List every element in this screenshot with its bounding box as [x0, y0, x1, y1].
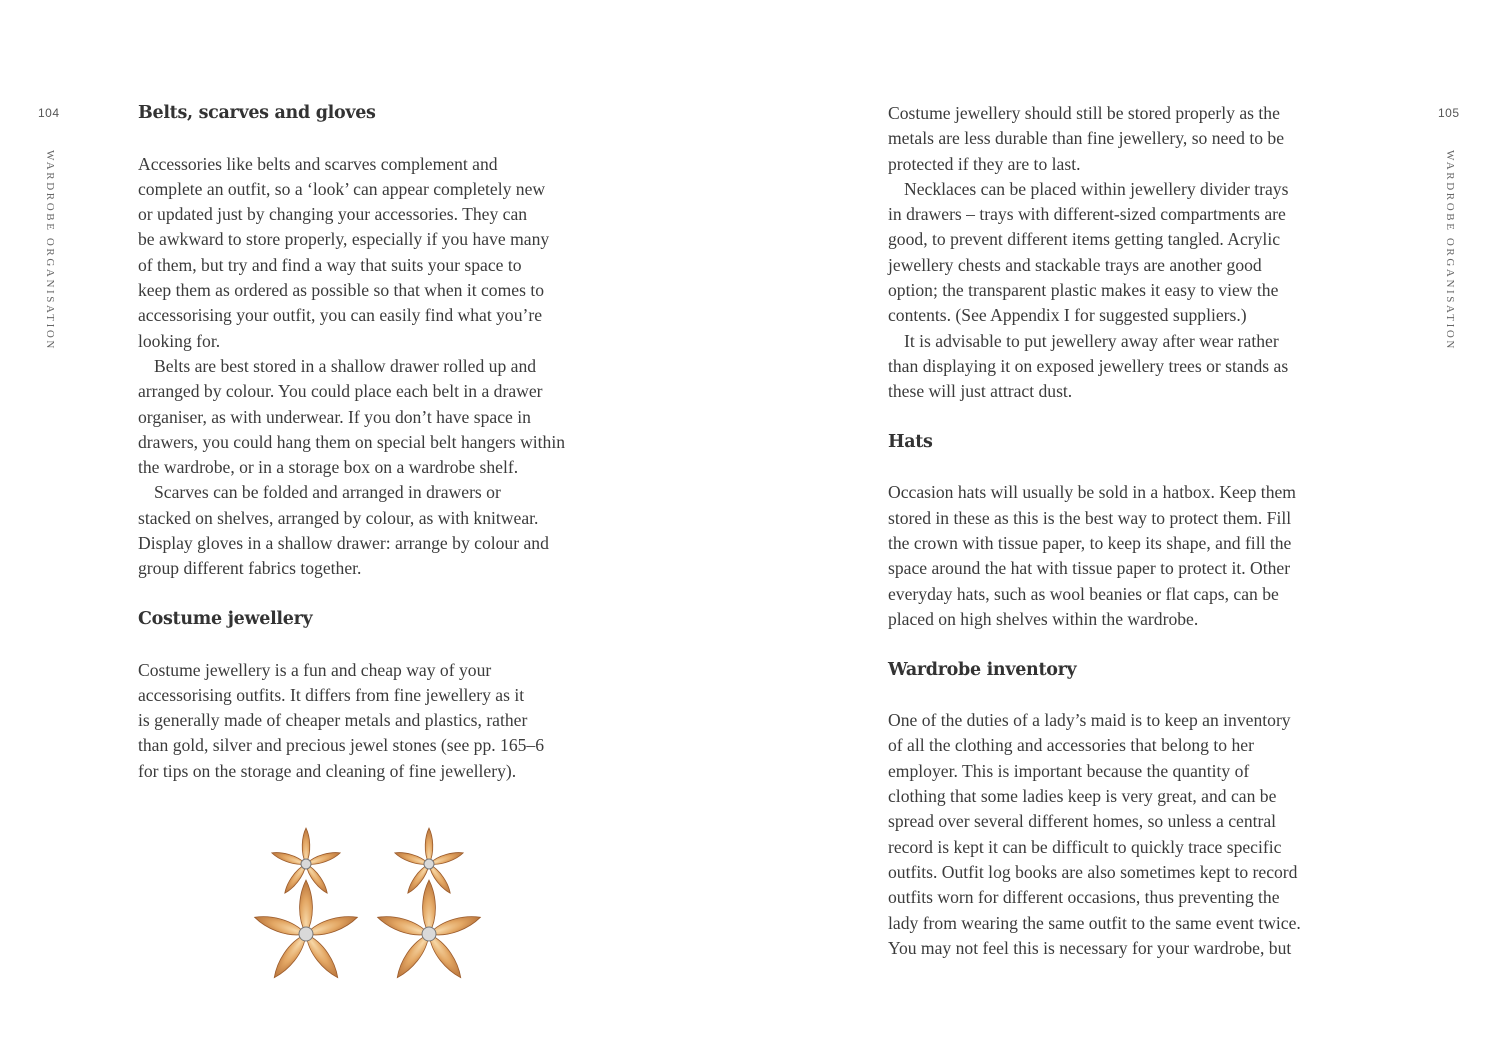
- text-line: or updated just by changing your accessories. They can: [138, 204, 528, 225]
- text-line: complete an outfit, so a ‘look’ can appear completely new: [138, 178, 546, 199]
- paragraph: [138, 354, 628, 480]
- text-line: Costume jewellery should still be stored properly as the: [888, 103, 1280, 123]
- heading-costume-jewellery: Costume jewellery: [138, 608, 313, 629]
- text-line: good, to prevent different items getting tangled. Acrylic: [888, 229, 1281, 250]
- paragraph: [888, 329, 1388, 405]
- text-line: option; the transparent plastic makes it easy to view the: [888, 280, 1279, 301]
- text-line: of them, but try and find a way that suits your space to: [138, 254, 522, 275]
- text-line: drawers, you could hang them on special belt hangers within: [138, 431, 566, 452]
- text-line: Belts are best stored in a shallow drawer rolled up and: [154, 355, 537, 376]
- text-line: One of the duties of a lady’s maid is to keep an inventory: [888, 710, 1291, 731]
- heading-wardrobe-inventory: Wardrobe inventory: [888, 659, 1077, 680]
- text-line: record is kept it can be difficult to quickly trace specific: [888, 836, 1282, 857]
- text-line: Costume jewellery is a fun and cheap way of your: [138, 659, 492, 680]
- text-line: jewellery chests and stackable trays are another good: [888, 254, 1262, 275]
- text-line: in drawers – trays with different-sized compartments are: [888, 204, 1286, 225]
- paragraph: [888, 708, 1388, 961]
- text-line: keep them as ordered as possible so that when it comes to: [138, 280, 545, 301]
- text-line: contents. (See Appendix I for suggested suppliers.): [888, 305, 1247, 326]
- text-line: outfits worn for different occasions, thus preventing the: [888, 887, 1280, 908]
- text-line: spread over several different homes, so unless a central: [888, 811, 1277, 832]
- text-line: employer. This is important because the quantity of: [888, 760, 1250, 781]
- heading-hats: Hats: [888, 431, 933, 452]
- text-line: space around the hat with tissue paper to protect it. Other: [888, 558, 1291, 579]
- text-line: the wardrobe, or in a storage box on a wardrobe shelf.: [138, 457, 519, 478]
- text-line: outfits. Outfit log books are also sometimes kept to record: [888, 861, 1298, 882]
- paragraph: [138, 480, 628, 581]
- running-head-left: WARDROBE ORGANISATION: [44, 150, 56, 351]
- text-line: organiser, as with underwear. If you don’t have space in: [138, 406, 531, 427]
- text-line: is generally made of cheaper metals and plastics, rather: [138, 710, 528, 731]
- text-line: Accessories like belts and scarves complement and: [138, 153, 498, 174]
- text-line: clothing that some ladies keep is very great, and can be: [888, 786, 1277, 807]
- right-earring: [376, 828, 483, 981]
- text-line: lady from wearing the same outfit to the same event twice.: [888, 912, 1301, 933]
- page-number-left: 104: [38, 106, 60, 120]
- text-line: accessorising your outfit, you can easily find what you’re: [138, 305, 543, 326]
- text-line: stacked on shelves, arranged by colour, as with knitwear.: [138, 507, 539, 528]
- text-line: for tips on the storage and cleaning of fine jewellery).: [138, 760, 517, 781]
- text-line: Scarves can be folded and arranged in drawers or: [154, 482, 501, 503]
- text-line: of all the clothing and accessories that belong to her: [888, 735, 1254, 756]
- page-number-right: 105: [1438, 106, 1460, 120]
- running-head-right: WARDROBE ORGANISATION: [1444, 150, 1456, 351]
- text-line: the crown with tissue paper, to keep its shape, and fill the: [888, 533, 1292, 554]
- text-line: stored in these as this is the best way to protect them. Fill: [888, 507, 1292, 528]
- text-line: than gold, silver and precious jewel stones (see pp. 165–6: [138, 735, 545, 756]
- text-line: placed on high shelves within the wardrobe.: [888, 608, 1199, 629]
- text-line: looking for.: [138, 330, 221, 351]
- left-earring: [253, 828, 360, 981]
- text-line: accessorising outfits. It differs from fine jewellery as it: [138, 684, 525, 705]
- text-line: It is advisable to put jewellery away after wear rather: [904, 330, 1279, 351]
- paragraph: [888, 177, 1388, 329]
- text-line: protected if they are to last.: [888, 153, 1081, 174]
- text-line: be awkward to store properly, especially if you have many: [138, 229, 550, 250]
- text-line: group different fabrics together.: [138, 558, 362, 579]
- text-line: metals are less durable than fine jewellery, so need to be: [888, 128, 1285, 149]
- text-line: these will just attract dust.: [888, 381, 1073, 402]
- paragraph: [888, 480, 1388, 632]
- paragraph: [138, 152, 628, 354]
- left-column: [138, 101, 628, 784]
- text-line: Occasion hats will usually be sold in a hatbox. Keep them: [888, 482, 1296, 503]
- text-line: everyday hats, such as wool beanies or flat caps, can be: [888, 583, 1279, 604]
- text-line: Display gloves in a shallow drawer: arrange by colour and: [138, 533, 549, 554]
- text-line: arranged by colour. You could place each belt in a drawer: [138, 381, 543, 402]
- text-line: Necklaces can be placed within jewellery divider trays: [904, 178, 1289, 199]
- paragraph: [138, 658, 628, 784]
- right-column: [888, 101, 1388, 961]
- text-line: than displaying it on exposed jewellery trees or stands as: [888, 355, 1289, 376]
- flower-earrings-illustration: [244, 822, 494, 1002]
- paragraph: [888, 101, 1388, 177]
- text-line: You may not feel this is necessary for your wardrobe, but: [888, 937, 1292, 958]
- heading-belts-scarves-gloves: Belts, scarves and gloves: [138, 103, 376, 123]
